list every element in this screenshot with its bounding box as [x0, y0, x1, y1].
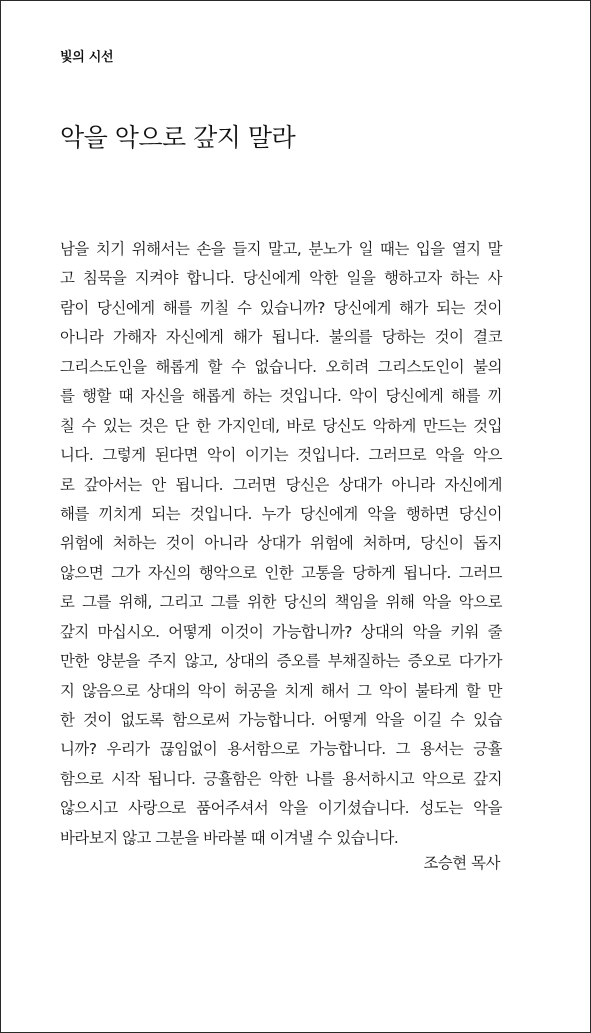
body-line: 를 행할 때 자신을 해롭게 하는 것입니다. 악이 당신에게 해를 끼 [60, 387, 502, 406]
body-text [60, 235, 502, 853]
body-line: 해를 끼치게 되는 것입니다. 누가 당신에게 악을 행하면 당신이 [60, 504, 502, 523]
body-line: 람이 당신에게 해를 끼칠 수 있습니까? 당신에게 해가 되는 것이 [60, 298, 502, 317]
body-line: 니다. 그렇게 된다면 악이 이기는 것입니다. 그러므로 악을 악으 [60, 446, 502, 465]
body-line: 않으시고 사랑으로 품어주셔서 악을 이기셨습니다. 성도는 악을 [60, 799, 502, 818]
body-line: 한 것이 없도록 함으로써 가능합니다. 어떻게 악을 이길 수 있습 [60, 711, 502, 729]
body-line: 그리스도인을 해롭게 할 수 없습니다. 오히려 그리스도인이 불의 [60, 357, 502, 376]
body-line: 로 갚아서는 안 됩니다. 그러면 당신은 상대가 아니라 자신에게 [60, 475, 502, 494]
body-line: 아니라 가해자 자신에게 해가 됩니다. 불의를 당하는 것이 결코 [60, 328, 502, 347]
page-title: 악을 악으로 갚지 말라 [60, 123, 296, 152]
body-line: 함으로 시작 됩니다. 긍휼함은 악한 나를 용서하시고 악으로 갚지 [60, 769, 502, 788]
body-line: 칠 수 있는 것은 단 한 가지인데, 바로 당신도 악하게 만드는 것입 [60, 416, 502, 435]
body-line: 갚지 마십시오. 어떻게 이것이 가능합니까? 상대의 악을 키워 줄 [60, 622, 502, 641]
body-line: 지 않음으로 상대의 악이 허공을 치게 해서 그 악이 불타게 할 만 [60, 681, 502, 700]
body-line: 만한 양분을 주지 않고, 상대의 증오를 부채질하는 증오로 다가가 [60, 652, 502, 671]
section-label: 빛의 시선 [60, 50, 114, 65]
body-line: 니까? 우리가 끊임없이 용서함으로 가능합니다. 그 용서는 긍휼 [60, 740, 502, 759]
author-signature: 조승현 목사 [423, 854, 500, 872]
body-line: 로 그를 위해, 그리고 그를 위한 당신의 책임을 위해 악을 악으로 [60, 593, 502, 612]
body-line: 남을 치기 위해서는 손을 들지 말고, 분노가 일 때는 입을 열지 말 [60, 240, 502, 258]
body-line: 않으면 그가 자신의 행악으로 인한 고통을 당하게 됩니다. 그러므 [60, 563, 502, 582]
body-line: 위험에 처하는 것이 아니라 상대가 위험에 처하며, 당신이 돕지 [60, 534, 502, 553]
body-line: 고 침묵을 지켜야 합니다. 당신에게 악한 일을 행하고자 하는 사 [60, 269, 502, 288]
body-line: 바라보지 않고 그분을 바라볼 때 이겨낼 수 있습니다. [60, 828, 399, 847]
